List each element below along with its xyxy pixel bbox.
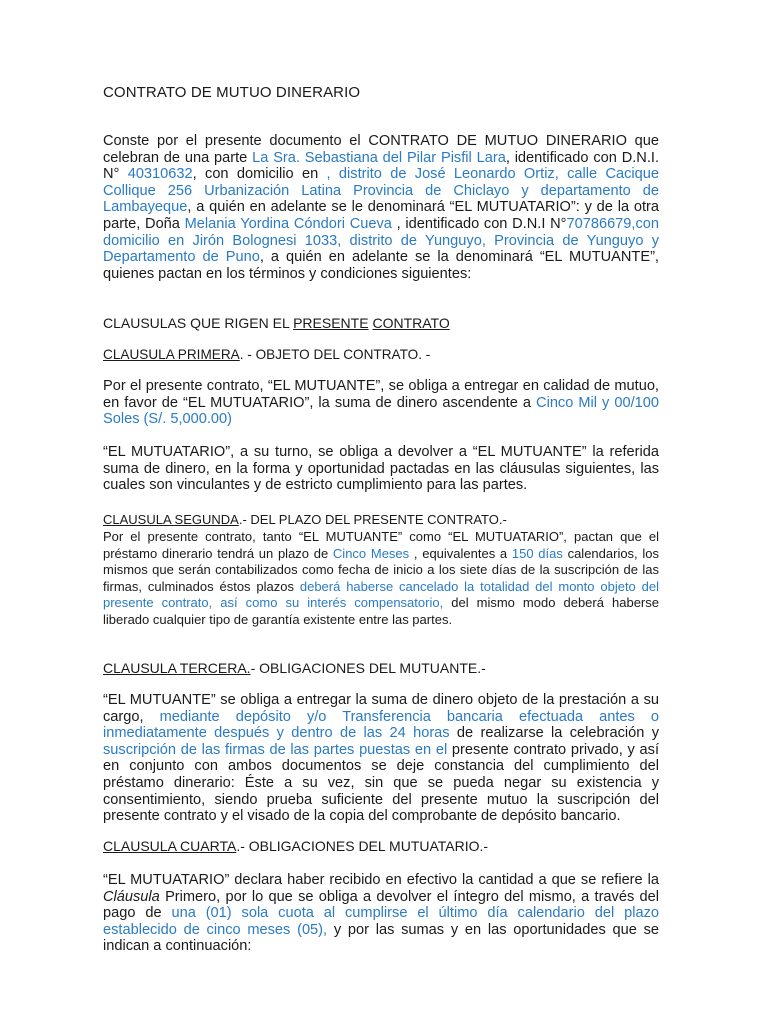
clause-tercera-heading: CLAUSULA TERCERA.- OBLIGACIONES DEL MUTUANTE.- [103,660,486,676]
highlighted-text-run: 150 días [511,545,563,561]
highlighted-text-run: mediante depósito y/o Transferencia bancaria efectuada antes o inmediatamente después y dentro de las 24 horas [103,708,659,742]
text-run: , identificado con D.N.I. N° [103,149,659,183]
highlighted-text-run: 40310632 [127,166,193,183]
highlighted-text-run: una (01) sola cuota al cumplirse el último día calendario del plazo establecido de cinco meses (05), [103,905,659,938]
clause-tercera-paragraph [103,692,659,825]
text-run: presente contrato privado, y así en conjunto con ambos documentos se deje constancia del cumplimiento del préstamo dinerario: Éste a su vez, sin que se pueda negar su existencia y consentimiento, siendo prueba suficiente del presente mutuo la suscripción del presente contrato y el visado de la copia del comprobante de depósito bancario. [103,741,660,825]
highlighted-text-run: , distrito de José Leonardo Ortiz, calle Cacique Collique 256 Urbanización Latina Provincia de Chiclayo y departamento de Lambayeque [103,166,659,216]
clause-primera-paragraph-2 [103,444,659,494]
text-run: y por las sumas y en las oportunidades que se indican a continuación: [103,921,659,955]
text-run: , a quién en adelante se le denominará “EL MUTUATARIO”: y de la otra parte, Doña [103,199,659,232]
highlighted-text-run: deberá haberse cancelado la totalidad del monto objeto del presente contrato, así como su interés compensatorio, [103,578,659,610]
clause-segunda-paragraph [103,529,659,628]
intro-paragraph [103,133,659,282]
highlighted-text-run: Cinco Mil y 00/100 Soles (S/. [103,394,659,428]
text-run: , a quién en adelante se la denominará “EL MUTUANTE”, quienes pactan en los términos y condiciones siguientes: [103,249,659,282]
clauses-heading: CLAUSULAS QUE RIGEN EL PRESENTE CONTRATO [103,315,450,331]
text-run: Por el presente contrato, “EL MUTUANTE”, se obliga a entregar en calidad de mutuo, en favor de “EL MUTUATARIO”, la suma de dinero ascendente a [103,378,659,411]
text-run: Primero, por lo que se obliga a devolver el íntegro del mismo, a través del pago de [103,888,659,922]
highlighted-text-run: suscripción de las firmas de las partes puestas en el [103,741,448,758]
text-run: “EL MUTUATARIO”, a su turno, se obliga a devolver a “EL MUTUANTE” la referida suma de dinero, en la forma y oportunidad pactadas en las cláusulas siguientes, las cuales son vinculantes y de estricto cumplimiento para las partes. [103,444,659,494]
highlighted-text-run: 5,000.00) [170,411,232,428]
highlighted-text-run: Cinco Meses [332,545,410,561]
document-title: CONTRATO DE MUTUO DINERARIO [103,84,361,101]
text-run: , equivalentes a [409,545,512,561]
text-run: Por el presente contrato, tanto “EL MUTUANTE” como “EL MUTUATARIO”, pactan que el préstamo dinerario tendrá un plazo de [103,529,659,561]
clause-primera-heading: CLAUSULA PRIMERA. - OBJETO DEL CONTRATO. - [103,347,431,362]
text-run: Conste por el presente documento el CONTRATO DE MUTUO DINERARIO que celebran de una parte [103,133,659,166]
clause-segunda-heading: CLAUSULA SEGUNDA.- DEL PLAZO DEL PRESENTE CONTRATO.- [103,512,507,527]
clause-cuarta-paragraph [103,872,659,955]
text-run: calendarios, los mismos que serán contabilizados como fecha de inicio a los siete días de la suscripción de las firmas, culminados éstos plazos [103,545,660,594]
text-run: , identificado con D.N.I N° [391,215,567,232]
clause-cuarta-heading: CLAUSULA CUARTA.- OBLIGACIONES DEL MUTUATARIO.- [103,838,489,854]
text-run: de realizarse la celebración y [449,725,660,742]
text-run: , con domicilio en [192,166,327,183]
highlighted-text-run: Melania Yordina Cóndori Cueva [184,215,392,232]
text-run: “EL MUTUATARIO” declara haber recibido en efectivo la cantidad a que se refiere la [103,872,659,888]
highlighted-text-run: 70786679,con domicilio en Jirón Bolognesi 1033, distrito de Yunguyo, Provincia de Yunguyo y Departamento de Puno [103,215,659,266]
text-run: Cláusula [103,888,160,905]
highlighted-text-run: La Sra. Sebastiana del Pilar Pisfil Lara [252,149,506,166]
text-run: “EL MUTUANTE” se obliga a entregar la suma de dinero objeto de la prestación a su cargo, [103,692,659,725]
clause-primera-paragraph-1 [103,378,659,428]
text-run: del mismo modo deberá haberse liberado cualquier tipo de garantía existente entre las partes. [103,595,659,627]
